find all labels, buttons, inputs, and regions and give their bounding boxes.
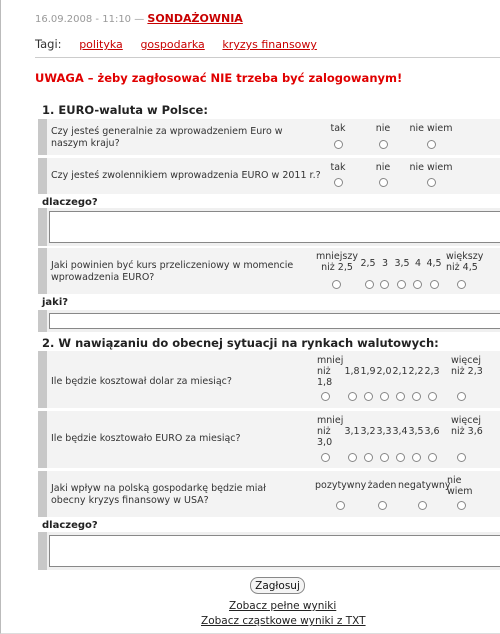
warning-text: UWAGA – żeby zagłosować NIE trzeba być zalogowanym! — [35, 71, 403, 85]
option-label: żaden — [367, 480, 397, 491]
radio-button[interactable] — [457, 280, 466, 289]
section-title: 2. W nawiązaniu do obecnej sytuacji na rynkach walutowych: — [42, 336, 439, 350]
radio-button[interactable] — [412, 453, 421, 462]
radio-button[interactable] — [457, 501, 466, 510]
radio-button[interactable] — [457, 453, 466, 462]
radio-button[interactable] — [336, 501, 345, 510]
partial-results-link[interactable]: Zobacz cząstkowe wyniki z TXT — [201, 615, 366, 627]
radio-button[interactable] — [379, 178, 388, 187]
radio-button[interactable] — [379, 140, 388, 149]
option-label: 1,8 — [344, 366, 360, 377]
option-label: 3,1 — [344, 426, 360, 437]
row-bar — [38, 471, 47, 517]
row-bar — [38, 310, 47, 332]
question-text: Ile będzie kosztowało EURO za miesiąc? — [51, 433, 241, 444]
option-label: 1,9 — [360, 366, 376, 377]
question-text: Jaki powinien być kurs przeliczeniowy w momencie wprowadzenia EURO? — [51, 260, 294, 283]
option-label: większy niż 4,5 — [446, 251, 484, 273]
option-label: 2,3 — [424, 366, 440, 377]
radio-button[interactable] — [332, 280, 341, 289]
radio-button[interactable] — [380, 280, 389, 289]
option-label: tak — [330, 123, 346, 134]
option-label: nie wiem — [409, 162, 453, 173]
radio-button[interactable] — [380, 453, 389, 462]
radio-button[interactable] — [364, 392, 373, 401]
radio-button[interactable] — [428, 392, 437, 401]
radio-button[interactable] — [365, 280, 374, 289]
radio-button[interactable] — [364, 453, 373, 462]
question-text: Ile będzie kosztował dolar za miesiąc? — [51, 376, 232, 387]
radio-button[interactable] — [348, 453, 357, 462]
question-row — [38, 351, 500, 408]
radio-button[interactable] — [397, 280, 406, 289]
how-input[interactable] — [49, 313, 500, 329]
question-text: Czy jesteś zwolennikiem wprowadzenia EURO w 2011 r.? — [51, 170, 321, 181]
option-label: 2,1 — [392, 366, 408, 377]
option-label: mniejszy niż 2,5 — [316, 251, 358, 273]
option-label: 3,5 — [408, 426, 424, 437]
option-label: tak — [330, 162, 346, 173]
option-label: 4 — [414, 258, 422, 269]
row-bar — [38, 532, 47, 570]
row-bar — [38, 351, 47, 408]
radio-button[interactable] — [396, 392, 405, 401]
radio-button[interactable] — [427, 140, 436, 149]
question-text: Jaki wpływ na polską gospodarkę będzie miał obecny kryzys finansowy w USA? — [51, 483, 266, 506]
row-bar — [38, 248, 47, 294]
tag-link[interactable]: polityka — [79, 38, 123, 51]
radio-button[interactable] — [428, 453, 437, 462]
option-label: 3,4 — [392, 426, 408, 437]
row-bar — [38, 158, 47, 194]
divider — [35, 57, 500, 58]
radio-button[interactable] — [427, 178, 436, 187]
how-label: jaki? — [42, 297, 69, 308]
option-label: mniej niż 3,0 — [317, 415, 344, 448]
question-row — [38, 411, 500, 468]
option-label: 2,5 — [360, 258, 376, 269]
why-label: dlaczego? — [42, 520, 98, 531]
tag-link[interactable]: gospodarka — [140, 38, 205, 51]
option-label: nie wiem — [447, 475, 473, 497]
row-bar — [38, 119, 47, 155]
radio-button[interactable] — [378, 501, 387, 510]
option-label: 3,6 — [424, 426, 440, 437]
radio-button[interactable] — [348, 392, 357, 401]
radio-button[interactable] — [334, 178, 343, 187]
question-row — [38, 471, 500, 517]
option-label: nie wiem — [409, 123, 453, 134]
option-label: więcej niż 2,3 — [451, 355, 483, 377]
row-bar — [38, 411, 47, 468]
full-results-link[interactable]: Zobacz pełne wyniki — [229, 600, 337, 612]
post-meta — [35, 12, 243, 25]
question-row — [38, 119, 500, 155]
tags-label: Tagi: — [35, 37, 62, 51]
option-label: 3,3 — [376, 426, 392, 437]
option-label: 3,2 — [360, 426, 376, 437]
radio-button[interactable] — [418, 501, 427, 510]
option-label: pozytywny — [315, 480, 367, 491]
radio-button[interactable] — [321, 392, 330, 401]
vote-button[interactable]: Zagłosuj — [250, 577, 305, 594]
why-textarea[interactable] — [49, 535, 500, 567]
option-label: nie — [375, 123, 391, 134]
category-link[interactable]: SONDAŻOWNIA — [147, 12, 243, 25]
radio-button[interactable] — [412, 392, 421, 401]
why-textarea[interactable] — [49, 211, 500, 243]
radio-button[interactable] — [334, 140, 343, 149]
option-label: 4,5 — [426, 258, 442, 269]
tag-link[interactable]: kryzys finansowy — [222, 38, 317, 51]
option-label: negatywny — [398, 480, 451, 491]
question-text: Czy jesteś generalnie za wprowadzeniem Euro w naszym kraju? — [51, 126, 283, 149]
radio-button[interactable] — [321, 453, 330, 462]
option-label: mniej niż 1,8 — [317, 355, 344, 388]
option-label: 3 — [381, 258, 389, 269]
option-label: 3,5 — [394, 258, 410, 269]
radio-button[interactable] — [457, 392, 466, 401]
radio-button[interactable] — [380, 392, 389, 401]
option-label: 2,0 — [376, 366, 392, 377]
radio-button[interactable] — [430, 280, 439, 289]
row-bar — [38, 208, 47, 246]
section-title: 1. EURO-waluta w Polsce: — [42, 103, 208, 117]
option-label: więcej niż 3,6 — [451, 415, 483, 437]
radio-button[interactable] — [396, 453, 405, 462]
option-label: nie — [375, 162, 391, 173]
why-label: dlaczego? — [42, 197, 98, 208]
post-date: 16.09.2008 - 11:10 — — [35, 14, 145, 25]
radio-button[interactable] — [413, 280, 422, 289]
question-row — [38, 158, 500, 194]
tags-row — [35, 37, 317, 51]
option-label: 2,2 — [408, 366, 424, 377]
question-row — [38, 248, 500, 294]
